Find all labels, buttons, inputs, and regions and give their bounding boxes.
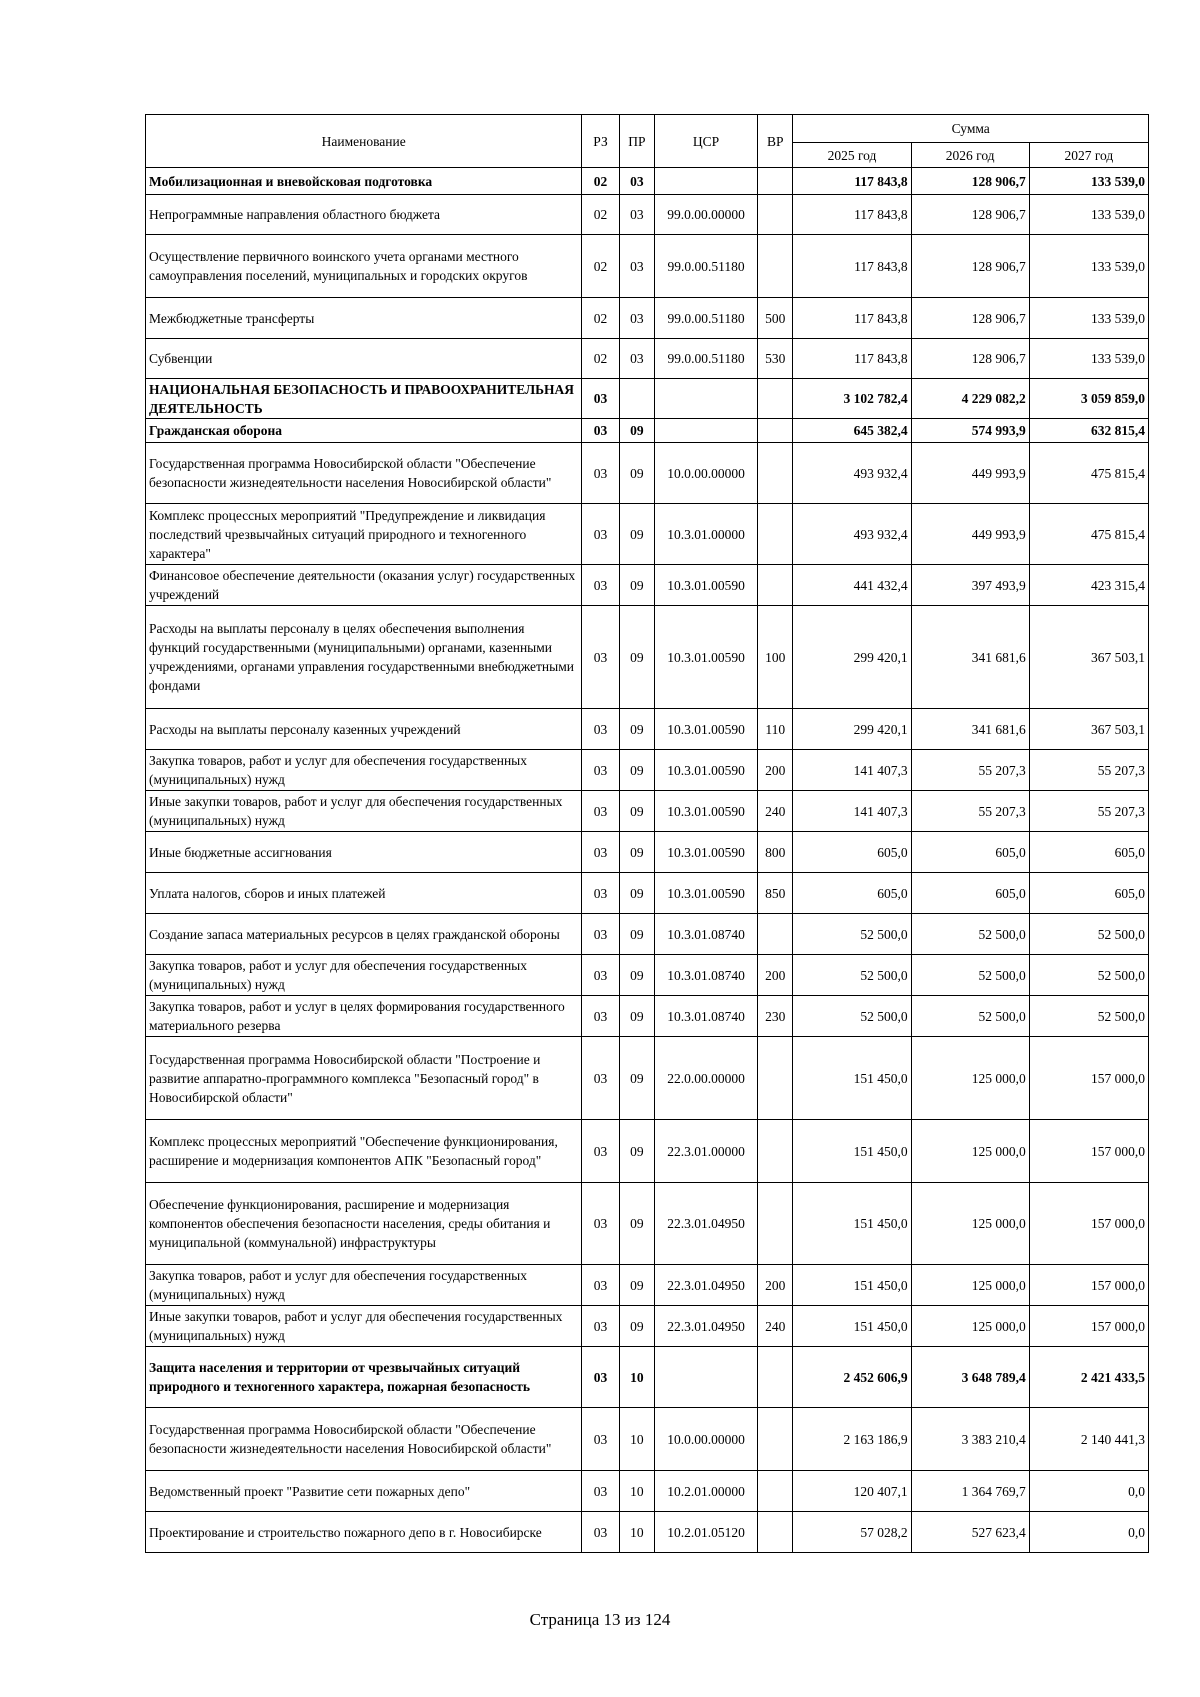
cell-rz: 02 [582, 339, 619, 379]
cell-name: Государственная программа Новосибирской области "Построение и развитие аппаратно-программного комплекса "Безопасный город" в Новосибирской области" [146, 1037, 582, 1120]
cell-csr: 22.3.01.04950 [655, 1265, 758, 1306]
cell-name: Государственная программа Новосибирской области "Обеспечение безопасности жизнедеятельности населения Новосибирской области" [146, 443, 582, 504]
cell-vr [758, 504, 793, 565]
cell-amount-2025: 52 500,0 [793, 914, 911, 955]
cell-amount-2025: 117 843,8 [793, 339, 911, 379]
cell-vr [758, 1120, 793, 1183]
table-row [146, 709, 1149, 750]
cell-pr: 09 [619, 750, 654, 791]
cell-amount-2027: 52 500,0 [1029, 996, 1148, 1037]
cell-pr: 09 [619, 955, 654, 996]
cell-name: Расходы на выплаты персоналу в целях обеспечения выполнения функций государственными (муниципальными) органами, казенными учреждениями, органами управления государственными внебюджетными фондами [146, 606, 582, 709]
cell-rz: 03 [582, 791, 619, 832]
cell-amount-2027: 423 315,4 [1029, 565, 1148, 606]
cell-vr [758, 195, 793, 235]
cell-rz: 03 [582, 955, 619, 996]
cell-rz: 03 [582, 1120, 619, 1183]
cell-csr: 22.3.01.04950 [655, 1306, 758, 1347]
cell-amount-2026: 341 681,6 [911, 709, 1029, 750]
table-header [146, 115, 1149, 168]
cell-vr: 230 [758, 996, 793, 1037]
cell-amount-2025: 2 452 606,9 [793, 1347, 911, 1408]
cell-amount-2025: 493 932,4 [793, 443, 911, 504]
cell-amount-2027: 367 503,1 [1029, 606, 1148, 709]
cell-pr: 09 [619, 1120, 654, 1183]
cell-rz: 03 [582, 1265, 619, 1306]
cell-amount-2025: 117 843,8 [793, 168, 911, 195]
cell-amount-2025: 605,0 [793, 873, 911, 914]
cell-amount-2025: 117 843,8 [793, 298, 911, 339]
table-row [146, 168, 1149, 195]
cell-vr [758, 1408, 793, 1471]
table-row [146, 379, 1149, 419]
cell-csr: 10.3.01.00590 [655, 606, 758, 709]
cell-pr: 10 [619, 1408, 654, 1471]
cell-csr: 10.0.00.00000 [655, 443, 758, 504]
cell-amount-2025: 151 450,0 [793, 1037, 911, 1120]
cell-amount-2025: 52 500,0 [793, 996, 911, 1037]
cell-amount-2027: 55 207,3 [1029, 791, 1148, 832]
cell-rz: 02 [582, 235, 619, 298]
cell-amount-2026: 128 906,7 [911, 195, 1029, 235]
cell-pr: 10 [619, 1347, 654, 1408]
cell-pr: 09 [619, 791, 654, 832]
cell-csr [655, 168, 758, 195]
cell-pr: 09 [619, 996, 654, 1037]
cell-vr [758, 379, 793, 419]
cell-amount-2026: 55 207,3 [911, 750, 1029, 791]
cell-amount-2027: 157 000,0 [1029, 1037, 1148, 1120]
cell-rz: 03 [582, 379, 619, 419]
table-row [146, 1512, 1149, 1553]
cell-name: Государственная программа Новосибирской области "Обеспечение безопасности жизнедеятельности населения Новосибирской области" [146, 1408, 582, 1471]
budget-table [145, 114, 1149, 1553]
cell-amount-2026: 341 681,6 [911, 606, 1029, 709]
cell-pr: 09 [619, 443, 654, 504]
cell-amount-2027: 0,0 [1029, 1512, 1148, 1553]
cell-amount-2027: 3 059 859,0 [1029, 379, 1148, 419]
cell-amount-2027: 133 539,0 [1029, 339, 1148, 379]
cell-name: Расходы на выплаты персоналу казенных учреждений [146, 709, 582, 750]
cell-csr: 10.2.01.00000 [655, 1471, 758, 1512]
cell-rz: 03 [582, 606, 619, 709]
table-row [146, 832, 1149, 873]
cell-amount-2026: 55 207,3 [911, 791, 1029, 832]
cell-vr: 110 [758, 709, 793, 750]
cell-csr: 10.3.01.00590 [655, 750, 758, 791]
cell-csr: 10.3.01.00590 [655, 873, 758, 914]
cell-csr: 99.0.00.00000 [655, 195, 758, 235]
cell-csr: 10.0.00.00000 [655, 1408, 758, 1471]
table-row [146, 195, 1149, 235]
cell-amount-2025: 151 450,0 [793, 1120, 911, 1183]
cell-amount-2026: 52 500,0 [911, 996, 1029, 1037]
table-row [146, 339, 1149, 379]
table-row [146, 1183, 1149, 1265]
cell-vr [758, 168, 793, 195]
cell-amount-2026: 52 500,0 [911, 914, 1029, 955]
table-row [146, 914, 1149, 955]
cell-amount-2027: 55 207,3 [1029, 750, 1148, 791]
cell-amount-2026: 128 906,7 [911, 168, 1029, 195]
cell-csr: 10.3.01.08740 [655, 996, 758, 1037]
cell-vr: 200 [758, 955, 793, 996]
cell-rz: 03 [582, 750, 619, 791]
header-pr: ПР [619, 115, 654, 168]
cell-pr: 10 [619, 1512, 654, 1553]
cell-amount-2027: 133 539,0 [1029, 235, 1148, 298]
cell-rz: 03 [582, 914, 619, 955]
cell-vr: 800 [758, 832, 793, 873]
cell-name: Закупка товаров, работ и услуг для обеспечения государственных (муниципальных) нужд [146, 955, 582, 996]
cell-rz: 03 [582, 873, 619, 914]
cell-pr: 09 [619, 709, 654, 750]
cell-amount-2027: 52 500,0 [1029, 955, 1148, 996]
cell-rz: 03 [582, 996, 619, 1037]
cell-csr: 10.3.01.00590 [655, 791, 758, 832]
cell-vr [758, 1471, 793, 1512]
cell-rz: 03 [582, 419, 619, 443]
cell-vr [758, 1037, 793, 1120]
cell-rz: 03 [582, 443, 619, 504]
cell-pr: 03 [619, 339, 654, 379]
cell-pr: 09 [619, 1306, 654, 1347]
cell-rz: 03 [582, 1408, 619, 1471]
cell-amount-2025: 120 407,1 [793, 1471, 911, 1512]
cell-amount-2025: 151 450,0 [793, 1183, 911, 1265]
cell-csr: 99.0.00.51180 [655, 298, 758, 339]
cell-name: Гражданская оборона [146, 419, 582, 443]
cell-amount-2027: 157 000,0 [1029, 1183, 1148, 1265]
cell-amount-2026: 52 500,0 [911, 955, 1029, 996]
header-year-2025: 2025 год [793, 143, 911, 168]
cell-csr: 10.3.01.00590 [655, 832, 758, 873]
cell-csr: 10.3.01.00590 [655, 565, 758, 606]
header-year-2026: 2026 год [911, 143, 1029, 168]
cell-rz: 03 [582, 1037, 619, 1120]
cell-amount-2027: 605,0 [1029, 832, 1148, 873]
cell-amount-2025: 441 432,4 [793, 565, 911, 606]
cell-amount-2027: 157 000,0 [1029, 1265, 1148, 1306]
header-rz: РЗ [582, 115, 619, 168]
table-row [146, 996, 1149, 1037]
table-row [146, 1120, 1149, 1183]
cell-pr: 09 [619, 832, 654, 873]
cell-rz: 02 [582, 298, 619, 339]
cell-pr: 10 [619, 1471, 654, 1512]
cell-vr: 850 [758, 873, 793, 914]
cell-csr: 99.0.00.51180 [655, 339, 758, 379]
cell-amount-2025: 605,0 [793, 832, 911, 873]
cell-vr [758, 419, 793, 443]
header-sum: Сумма [793, 115, 1149, 143]
cell-amount-2027: 157 000,0 [1029, 1306, 1148, 1347]
cell-pr: 09 [619, 914, 654, 955]
table-row [146, 419, 1149, 443]
cell-amount-2026: 449 993,9 [911, 443, 1029, 504]
cell-rz: 03 [582, 1471, 619, 1512]
cell-pr: 03 [619, 235, 654, 298]
cell-name: Мобилизационная и вневойсковая подготовка [146, 168, 582, 195]
table-row [146, 1265, 1149, 1306]
cell-vr: 100 [758, 606, 793, 709]
cell-name: НАЦИОНАЛЬНАЯ БЕЗОПАСНОСТЬ И ПРАВООХРАНИТЕЛЬНАЯ ДЕЯТЕЛЬНОСТЬ [146, 379, 582, 419]
cell-name: Иные бюджетные ассигнования [146, 832, 582, 873]
cell-name: Защита населения и территории от чрезвычайных ситуаций природного и техногенного характера, пожарная безопасность [146, 1347, 582, 1408]
cell-vr [758, 1183, 793, 1265]
cell-amount-2027: 632 815,4 [1029, 419, 1148, 443]
cell-rz: 03 [582, 1512, 619, 1553]
cell-amount-2027: 0,0 [1029, 1471, 1148, 1512]
cell-name: Осуществление первичного воинского учета органами местного самоуправления поселений, муниципальных и городских округов [146, 235, 582, 298]
cell-amount-2026: 125 000,0 [911, 1265, 1029, 1306]
cell-amount-2027: 2 140 441,3 [1029, 1408, 1148, 1471]
cell-amount-2027: 133 539,0 [1029, 195, 1148, 235]
cell-amount-2025: 52 500,0 [793, 955, 911, 996]
cell-vr [758, 914, 793, 955]
cell-name: Ведомственный проект "Развитие сети пожарных депо" [146, 1471, 582, 1512]
cell-amount-2027: 2 421 433,5 [1029, 1347, 1148, 1408]
cell-pr [619, 379, 654, 419]
table-row [146, 955, 1149, 996]
table-row [146, 443, 1149, 504]
cell-amount-2026: 1 364 769,7 [911, 1471, 1029, 1512]
cell-rz: 03 [582, 1183, 619, 1265]
header-csr: ЦСР [655, 115, 758, 168]
cell-amount-2026: 605,0 [911, 873, 1029, 914]
cell-amount-2026: 125 000,0 [911, 1120, 1029, 1183]
table-body [146, 168, 1149, 1553]
page-number: Страница 13 из 124 [529, 1610, 671, 1629]
cell-name: Финансовое обеспечение деятельности (оказания услуг) государственных учреждений [146, 565, 582, 606]
cell-rz: 03 [582, 565, 619, 606]
cell-csr: 22.3.01.00000 [655, 1120, 758, 1183]
cell-csr: 10.2.01.05120 [655, 1512, 758, 1553]
table-row [146, 1408, 1149, 1471]
cell-vr [758, 443, 793, 504]
cell-rz: 03 [582, 504, 619, 565]
cell-rz: 03 [582, 1347, 619, 1408]
cell-amount-2027: 133 539,0 [1029, 168, 1148, 195]
cell-name: Комплекс процессных мероприятий "Обеспечение функционирования, расширение и модернизация компонентов АПК "Безопасный город" [146, 1120, 582, 1183]
cell-name: Обеспечение функционирования, расширение и модернизация компонентов обеспечения безопасности населения, среды обитания и муниципальной (коммунальной) инфраструктуры [146, 1183, 582, 1265]
cell-pr: 03 [619, 195, 654, 235]
cell-rz: 02 [582, 195, 619, 235]
cell-vr [758, 1347, 793, 1408]
cell-vr: 240 [758, 1306, 793, 1347]
header-vr: ВР [758, 115, 793, 168]
cell-vr [758, 1512, 793, 1553]
cell-amount-2025: 151 450,0 [793, 1306, 911, 1347]
cell-amount-2025: 151 450,0 [793, 1265, 911, 1306]
table-row [146, 298, 1149, 339]
cell-pr: 09 [619, 873, 654, 914]
cell-pr: 09 [619, 504, 654, 565]
cell-amount-2026: 125 000,0 [911, 1183, 1029, 1265]
cell-amount-2025: 141 407,3 [793, 791, 911, 832]
cell-amount-2026: 125 000,0 [911, 1306, 1029, 1347]
cell-pr: 09 [619, 565, 654, 606]
cell-amount-2027: 157 000,0 [1029, 1120, 1148, 1183]
cell-vr [758, 565, 793, 606]
cell-amount-2025: 3 102 782,4 [793, 379, 911, 419]
cell-csr [655, 379, 758, 419]
cell-amount-2026: 574 993,9 [911, 419, 1029, 443]
table-row [146, 1037, 1149, 1120]
cell-csr [655, 1347, 758, 1408]
cell-amount-2026: 449 993,9 [911, 504, 1029, 565]
cell-rz: 02 [582, 168, 619, 195]
cell-rz: 03 [582, 709, 619, 750]
cell-rz: 03 [582, 1306, 619, 1347]
cell-amount-2026: 4 229 082,2 [911, 379, 1029, 419]
cell-amount-2025: 141 407,3 [793, 750, 911, 791]
cell-amount-2025: 117 843,8 [793, 195, 911, 235]
cell-amount-2025: 57 028,2 [793, 1512, 911, 1553]
cell-name: Непрограммные направления областного бюджета [146, 195, 582, 235]
cell-amount-2025: 117 843,8 [793, 235, 911, 298]
cell-amount-2027: 475 815,4 [1029, 504, 1148, 565]
cell-pr: 09 [619, 1037, 654, 1120]
cell-amount-2026: 3 648 789,4 [911, 1347, 1029, 1408]
cell-amount-2025: 493 932,4 [793, 504, 911, 565]
cell-amount-2026: 605,0 [911, 832, 1029, 873]
cell-csr: 99.0.00.51180 [655, 235, 758, 298]
cell-name: Закупка товаров, работ и услуг для обеспечения государственных (муниципальных) нужд [146, 750, 582, 791]
cell-amount-2026: 527 623,4 [911, 1512, 1029, 1553]
cell-pr: 09 [619, 606, 654, 709]
cell-pr: 09 [619, 419, 654, 443]
cell-amount-2026: 128 906,7 [911, 235, 1029, 298]
table-row [146, 1471, 1149, 1512]
cell-pr: 09 [619, 1183, 654, 1265]
cell-vr: 200 [758, 750, 793, 791]
table-row [146, 606, 1149, 709]
table-row [146, 1306, 1149, 1347]
table-row [146, 750, 1149, 791]
table-row [146, 565, 1149, 606]
cell-amount-2026: 3 383 210,4 [911, 1408, 1029, 1471]
cell-vr: 240 [758, 791, 793, 832]
cell-name: Проектирование и строительство пожарного депо в г. Новосибирске [146, 1512, 582, 1553]
cell-name: Закупка товаров, работ и услуг в целях формирования государственного материального резерва [146, 996, 582, 1037]
cell-pr: 03 [619, 168, 654, 195]
cell-name: Закупка товаров, работ и услуг для обеспечения государственных (муниципальных) нужд [146, 1265, 582, 1306]
table-row [146, 235, 1149, 298]
cell-amount-2025: 645 382,4 [793, 419, 911, 443]
cell-amount-2025: 299 420,1 [793, 606, 911, 709]
cell-amount-2027: 475 815,4 [1029, 443, 1148, 504]
cell-amount-2025: 2 163 186,9 [793, 1408, 911, 1471]
cell-vr: 500 [758, 298, 793, 339]
cell-csr: 22.3.01.04950 [655, 1183, 758, 1265]
cell-name: Уплата налогов, сборов и иных платежей [146, 873, 582, 914]
cell-pr: 03 [619, 298, 654, 339]
cell-csr: 22.0.00.00000 [655, 1037, 758, 1120]
header-name: Наименование [146, 115, 582, 168]
table-row [146, 791, 1149, 832]
cell-csr: 10.3.01.08740 [655, 955, 758, 996]
table-row [146, 504, 1149, 565]
cell-amount-2027: 133 539,0 [1029, 298, 1148, 339]
cell-amount-2027: 367 503,1 [1029, 709, 1148, 750]
cell-name: Комплекс процессных мероприятий "Предупреждение и ликвидация последствий чрезвычайных ситуаций природного и техногенного характера" [146, 504, 582, 565]
cell-amount-2026: 128 906,7 [911, 298, 1029, 339]
cell-pr: 09 [619, 1265, 654, 1306]
cell-name: Межбюджетные трансферты [146, 298, 582, 339]
cell-vr: 530 [758, 339, 793, 379]
cell-amount-2027: 605,0 [1029, 873, 1148, 914]
table-row [146, 873, 1149, 914]
cell-name: Субвенции [146, 339, 582, 379]
cell-amount-2027: 52 500,0 [1029, 914, 1148, 955]
cell-rz: 03 [582, 832, 619, 873]
cell-name: Иные закупки товаров, работ и услуг для обеспечения государственных (муниципальных) нужд [146, 1306, 582, 1347]
cell-csr: 10.3.01.00590 [655, 709, 758, 750]
table-row [146, 1347, 1149, 1408]
cell-amount-2026: 128 906,7 [911, 339, 1029, 379]
cell-amount-2026: 397 493,9 [911, 565, 1029, 606]
header-year-2027: 2027 год [1029, 143, 1148, 168]
cell-csr: 10.3.01.00000 [655, 504, 758, 565]
cell-name: Создание запаса материальных ресурсов в целях гражданской обороны [146, 914, 582, 955]
cell-amount-2026: 125 000,0 [911, 1037, 1029, 1120]
cell-vr: 200 [758, 1265, 793, 1306]
cell-vr [758, 235, 793, 298]
cell-name: Иные закупки товаров, работ и услуг для обеспечения государственных (муниципальных) нужд [146, 791, 582, 832]
cell-amount-2025: 299 420,1 [793, 709, 911, 750]
cell-csr: 10.3.01.08740 [655, 914, 758, 955]
cell-csr [655, 419, 758, 443]
